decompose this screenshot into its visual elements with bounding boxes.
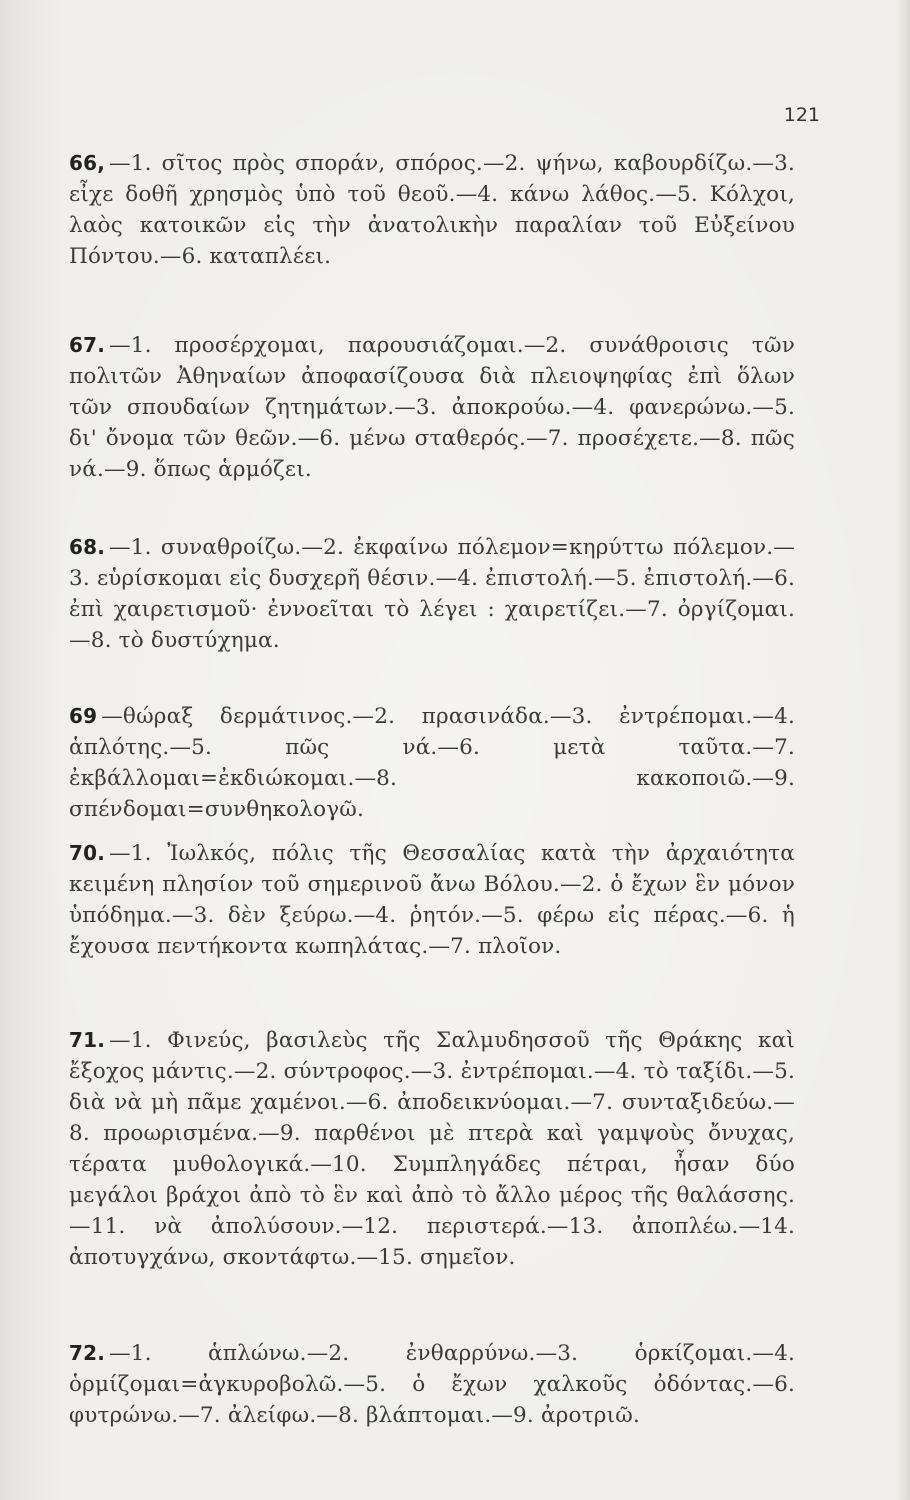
note-entry xyxy=(69,1025,795,1273)
note-entry xyxy=(69,838,795,962)
entry-number: 70. xyxy=(69,841,106,865)
note-entry xyxy=(69,1338,795,1431)
entry-number: 72. xyxy=(69,1341,106,1365)
page-gutter-shadow xyxy=(0,0,60,1500)
entry-text: —1. Φινεύς, βασιλεὺς τῆς Σαλμυδησσοῦ τῆς Θράκης καὶ ἔξοχος μάντις.—2. σύντροφος.—3. ἐντρέπομαι.—4. τὸ ταξίδι.—5. διὰ νὰ μὴ πᾶμε χαμένοι.—6. ἀποδεικνύομαι.—7. συνταξιδεύω.—8. προωρισμένα.—9. παρθένοι μὲ πτερὰ καὶ γαμψοὺς ὄνυχας, τέρατα μυθολογικά.—10. Συμπληγάδες πέτραι, ἦσαν δύο μεγάλοι βράχοι ἀπὸ τὸ ἓν καὶ ἀπὸ τὸ ἄλλο μέρος τῆς θαλάσσης.—11. νὰ ἀπολύσουν.—12. περιστερά.—13. ἀποπλέω.—14. ἀποτυγχάνω, σκοντάφτω.—15. σημεῖον. xyxy=(69,1028,795,1270)
page-number: 121 xyxy=(783,104,820,126)
entry-text: —1. συναθροίζω.—2. ἐκφαίνω πόλεμον=κηρύττω πόλεμον.—3. εὑρίσκομαι εἰς δυσχερῆ θέσιν.—4. ἐπιστολή.—5. ἐπιστολή.—6. ἐπὶ χαιρετισμοῦ· ἐννοεῖται τὸ λέγει : χαιρετίζει.—7. ὀργίζομαι.—8. τὸ δυστύχημα. xyxy=(69,535,796,653)
note-entry xyxy=(69,148,795,272)
note-entry xyxy=(69,532,795,656)
page-edge xyxy=(896,0,910,1500)
entry-number: 66, xyxy=(69,151,106,175)
note-entry xyxy=(69,701,795,825)
entry-text: —1. ἁπλώνω.—2. ἐνθαρρύνω.—3. ὁρκίζομαι.—4. ὁρμίζομαι=ἀγκυροβολῶ.—5. ὁ ἔχων χαλκοῦς ὀδόντας.—6. φυτρώνω.—7. ἀλείφω.—8. βλάπτομαι.—9. ἀροτριῶ. xyxy=(69,1341,795,1428)
entry-text: —1. προσέρχομαι, παρουσιάζομαι.—2. συνάθροισις τῶν πολιτῶν Ἀθηναίων ἀποφασίζουσα διὰ πλειοψηφίας ἐπὶ ὅλων τῶν σπουδαίων ζητημάτων.—3. ἀποκρούω.—4. φανερώνω.—5. δι' ὄνομα τῶν θεῶν.—6. μένω σταθερός.—7. προσέχετε.—8. πῶς νά.—9. ὅπως ἁρμόζει. xyxy=(69,333,795,482)
entry-number: 67. xyxy=(69,333,106,357)
note-entry xyxy=(69,330,795,485)
entry-number: 71. xyxy=(69,1028,106,1052)
entry-number: 68. xyxy=(69,535,106,559)
entry-number: 69 xyxy=(69,704,98,728)
entry-text: —1. Ἰωλκός, πόλις τῆς Θεσσαλίας κατὰ τὴν ἀρχαιότητα κειμένη πλησίον τοῦ σημερινοῦ ἄνω Βόλου.—2. ὁ ἔχων ἓν μόνον ὑπόδημα.—3. δὲν ξεύρω.—4. ῥητόν.—5. φέρω εἰς πέρας.—6. ἡ ἔχουσα πεντήκοντα κωπηλάτας.—7. πλοῖον. xyxy=(69,841,795,959)
entry-text: —1. σῖτος πρὸς σποράν, σπόρος.—2. ψήνω, καβουρδίζω.—3. εἶχε δοθῆ χρησμὸς ὑπὸ τοῦ θεοῦ.—4. κάνω λάθος.—5. Κόλχοι, λαὸς κατοικῶν εἰς τὴν ἀνατολικὴν παραλίαν τοῦ Εὐξείνου Πόντου.—6. καταπλέει. xyxy=(69,151,795,269)
entry-text: —θώραξ δερμάτινος.—2. πρασινάδα.—3. ἐντρέπομαι.—4. ἁπλότης.—5. πῶς νά.—6. μετὰ ταῦτα.—7. ἐκβάλλομαι=ἐκδιώκομαι.—8. κακοποιῶ.—9. σπένδομαι=συνθηκολογῶ. xyxy=(69,704,795,822)
